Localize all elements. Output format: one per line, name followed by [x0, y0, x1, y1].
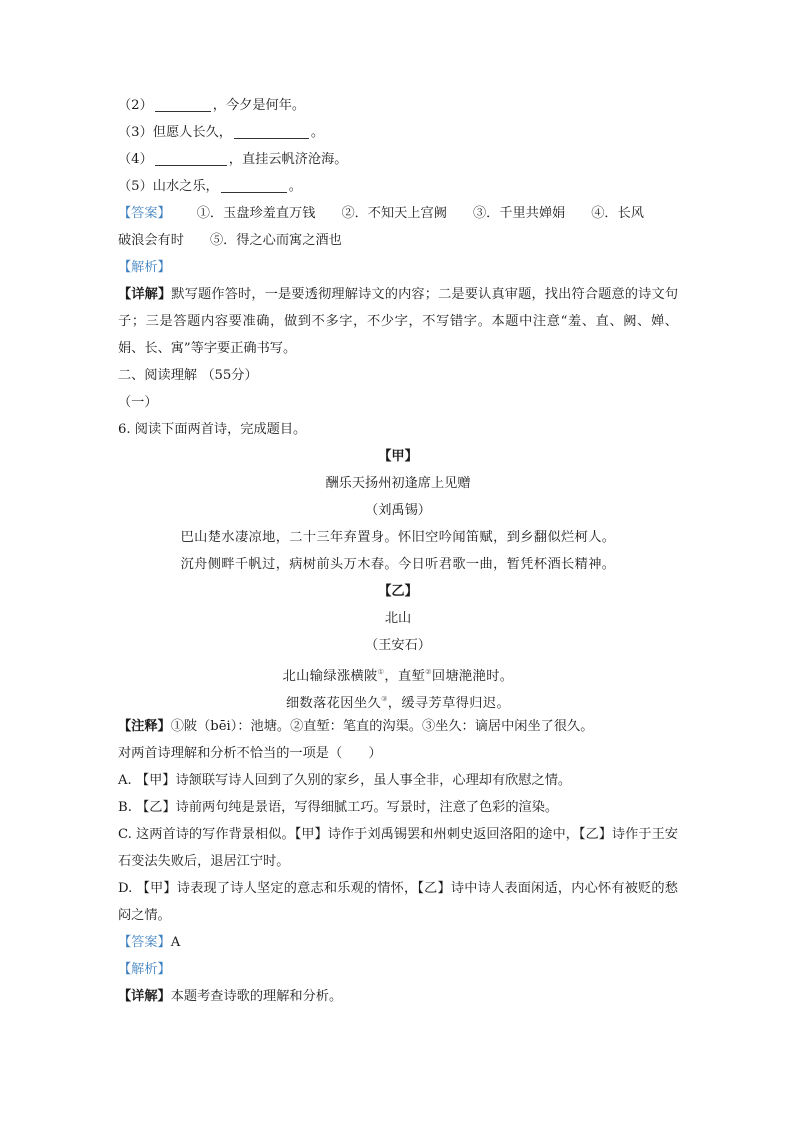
- analysis-tag-2-line: [118, 956, 678, 983]
- footnote-marker-1: ①: [377, 668, 385, 676]
- poem-jia-title: 酬乐天扬州初逢席上见赠: [325, 476, 471, 491]
- blank-number: （2）: [118, 98, 153, 113]
- blank-after-text: ，直挂云帆济沧海。: [228, 152, 348, 167]
- option-text: 【乙】诗前两句纯是景语，写得细腻工巧。写景时，注意了色彩的渲染。: [136, 800, 559, 815]
- poem-yi-line-1: [118, 659, 678, 686]
- answer-item-4: ④．长风: [591, 206, 644, 221]
- analysis-tag: 【解析】: [118, 962, 171, 977]
- poem-yi-author: （王安石）: [365, 638, 431, 653]
- question-6-prompt: 6. 阅读下面两首诗，完成题目。: [118, 422, 307, 437]
- answer-item-4-cont: 破浪会有时: [118, 233, 184, 248]
- blank-after-text: 。: [310, 125, 325, 140]
- fill-blank-2: [118, 92, 678, 119]
- poem-text: 回塘滟滟时。: [431, 669, 514, 684]
- footnote-marker-3: ③: [381, 695, 388, 703]
- poem-text: 细数落花因坐久: [285, 696, 382, 711]
- option-text: 这两首诗的写作背景相似。【甲】诗作于刘禹锡罢和州刺史返回洛阳的途中，【乙】诗作于王安石变法失败后，退居江宁时。: [118, 827, 678, 869]
- answer-block-1: [118, 200, 678, 227]
- answer-block-1-cont: [118, 227, 678, 254]
- analysis-tag: 【解析】: [118, 260, 171, 275]
- poem-jia-line-2: 沉舟侧畔千帆过，病树前头万木春。今日听君歌一曲，暂凭杯酒长精神。: [180, 557, 616, 572]
- answer-value: A: [170, 935, 181, 950]
- answer-tag: 【答案】: [118, 935, 171, 950]
- detail-tag: 【详解】: [118, 287, 172, 302]
- detail-tag: 【详解】: [118, 989, 171, 1004]
- blank-line: [155, 95, 211, 112]
- option-key: A.: [118, 773, 132, 788]
- blank-line: [234, 122, 309, 139]
- answer-item-5: ⑤．得之心而寓之酒也: [209, 233, 342, 248]
- notes-text: ①陂（bēi）：池塘。②直堑：笔直的沟渠。③坐久：谪居中闲坐了很久。: [170, 719, 594, 734]
- poem-jia-line-1: 巴山楚水凄凉地，二十三年弃置身。怀旧空吟闻笛赋，到乡翻似烂柯人。: [180, 530, 616, 545]
- answer-tag: 【答案】: [118, 206, 171, 221]
- poem-jia-label: 【甲】: [378, 449, 418, 464]
- blank-before-text: 山水之乐，: [152, 179, 219, 194]
- analysis-detail-2: [118, 983, 678, 1010]
- blank-line: [155, 149, 227, 166]
- option-key: C.: [118, 827, 132, 842]
- option-text: 【甲】诗表现了诗人坚定的意志和乐观的情怀，【乙】诗中诗人表面闲适，内心怀有被贬的愁闷之情。: [118, 881, 678, 923]
- answer-item-3: ③．千里共婵娟: [472, 206, 566, 221]
- detail-text: 本题考查诗歌的理解和分析。: [170, 989, 343, 1004]
- document-page: [118, 92, 678, 1010]
- fill-blank-5: [118, 173, 678, 200]
- blank-number: （5）: [118, 179, 153, 194]
- poem-jia-author: （刘禹锡）: [365, 503, 431, 518]
- blank-after-text: ，今夕是何年。: [212, 98, 306, 113]
- mcq-option-c: [118, 821, 678, 875]
- blank-after-text: 。: [288, 179, 302, 194]
- mcq-option-b: [118, 794, 678, 821]
- notes: [118, 713, 678, 740]
- mcq-option-a: [118, 767, 678, 794]
- footnote-marker-2: ②: [425, 668, 432, 676]
- fill-blank-3: [118, 119, 678, 146]
- option-key: D.: [118, 881, 133, 896]
- analysis-tag-1-line: [118, 254, 678, 281]
- option-text: 【甲】诗颔联写诗人回到了久别的家乡，虽人事全非，心理却有欣慰之情。: [135, 773, 572, 788]
- poem-yi-line-2: [118, 686, 678, 713]
- notes-tag: 【注释】: [118, 719, 171, 734]
- blank-number: （3）: [118, 125, 153, 140]
- blank-number: （4）: [118, 152, 153, 167]
- poem-text: 北山输绿涨横陂: [282, 669, 378, 684]
- blank-before-text: 但愿人长久，: [152, 125, 232, 140]
- poem-text: ，直堑: [384, 669, 426, 684]
- answer-item-1: ①．玉盘珍羞直万钱: [196, 206, 316, 221]
- mcq-option-d: [118, 875, 678, 929]
- option-key: B.: [118, 800, 132, 815]
- poem-text: ，缓寻芳草得归迟。: [387, 696, 511, 711]
- section-title: 二、阅读理解 （55分）: [118, 368, 258, 383]
- section-subtitle: （一）: [118, 395, 158, 410]
- answer-item-2: ②．不知天上宫阙: [341, 206, 447, 221]
- mcq-stem: 对两首诗理解和分析不恰当的一项是（ ）: [118, 746, 382, 761]
- answer-block-2: [118, 929, 678, 956]
- detail-text: 默写题作答时，一是要透彻理解诗文的内容；二是要认真审题，找出符合题意的诗文句子；三是答题内容要准确，做到不多字，不少字，不写错字。本题中注意“羞、直、阙、婵、娟、长、寓”等字要正确书写。: [118, 287, 679, 356]
- analysis-detail-1: [118, 281, 678, 362]
- blank-line: [221, 176, 287, 193]
- fill-blank-4: [118, 146, 678, 173]
- poem-yi-label: 【乙】: [378, 584, 418, 599]
- poem-yi-title: 北山: [384, 611, 412, 626]
